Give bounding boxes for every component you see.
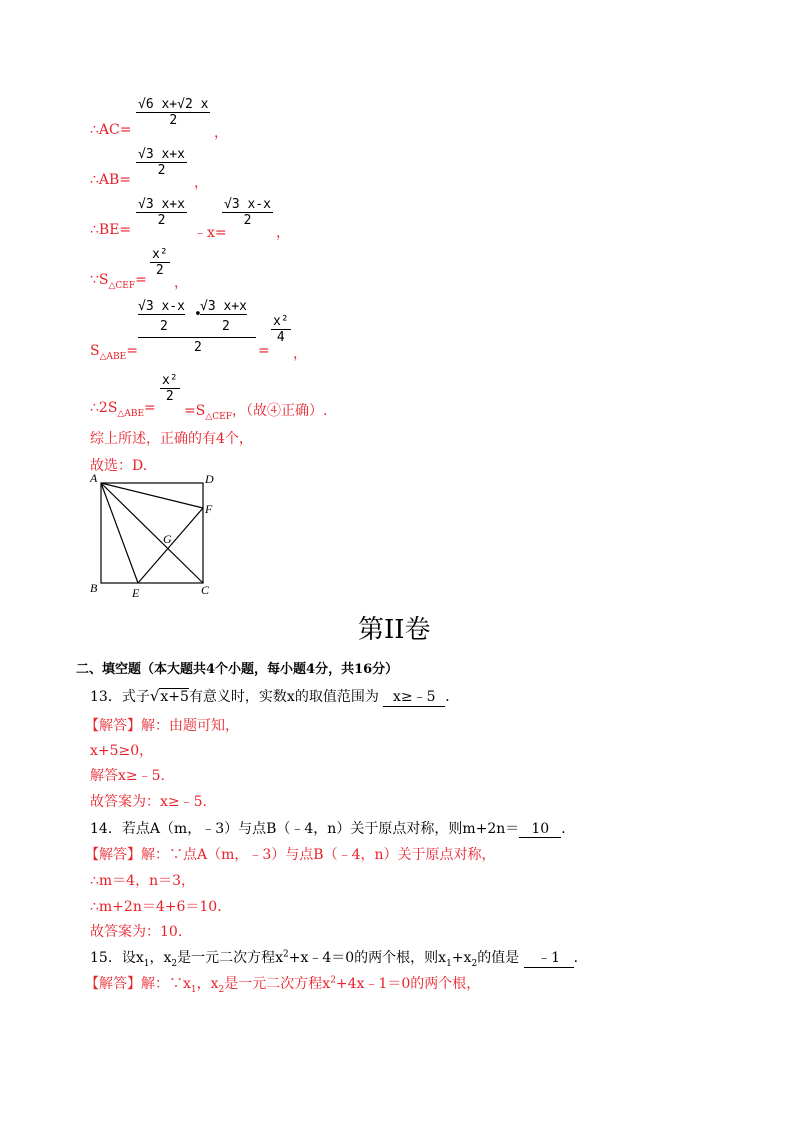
- q13-pre: 13．式子: [90, 689, 150, 705]
- q15-end: ．: [573, 950, 588, 966]
- q15-e: +x: [451, 950, 472, 966]
- q14-answer: 10: [519, 821, 561, 838]
- sabe-outer-den: 2: [194, 340, 202, 355]
- q15-s-sub-1: 1: [190, 984, 197, 995]
- q15-sub-2b: 2: [471, 958, 478, 969]
- q14-question: [90, 818, 575, 838]
- segment-ac: [101, 483, 203, 583]
- ac-label: ∴AC=: [90, 122, 132, 138]
- sabe-dot: •: [194, 307, 202, 322]
- q15-f: 的值是: [477, 950, 520, 966]
- sabe-label: [90, 343, 138, 362]
- scef-s: ∵S: [90, 272, 109, 288]
- ab-denominator: 2: [157, 163, 166, 178]
- sabe-numerator: x²: [273, 314, 289, 329]
- sabe-eq: =: [126, 343, 138, 359]
- scef-eq: =: [135, 272, 147, 288]
- q15-a: 15．设x: [90, 950, 144, 966]
- q13-answer: x≥﹣5: [383, 686, 445, 707]
- label-e: E: [132, 586, 140, 600]
- q13-line-1: x+5≥0，: [90, 743, 154, 759]
- sabe-inner-2-den: 2: [222, 319, 230, 334]
- q13-question: [90, 686, 459, 707]
- q15-sup: 2: [283, 949, 289, 960]
- label-a: A: [90, 471, 98, 485]
- scef-denominator: 2: [155, 263, 164, 278]
- be-numerator-1: √3 x+x: [138, 197, 185, 212]
- q14-text: 14．若点A（m，﹣3）与点B（﹣4，n）关于原点对称，则m+2n＝: [90, 821, 520, 837]
- q15-s-sup: 2: [330, 975, 336, 986]
- q15-sub-2: 2: [171, 958, 178, 969]
- sabe-inner-1-num: √3 x-x: [138, 299, 185, 314]
- segment-af: [101, 483, 203, 508]
- sabe-tail: ，: [293, 346, 307, 362]
- ab-label: ∴AB=: [90, 172, 132, 188]
- be-fraction-2: [222, 197, 273, 228]
- label-f: F: [205, 502, 213, 516]
- sabe-fraction: [271, 314, 291, 345]
- two-s: ∴2S: [90, 400, 118, 416]
- two-sub-2: △CEF: [205, 411, 232, 422]
- sabe-s: S: [90, 343, 100, 359]
- scef-tail: ，: [174, 275, 188, 291]
- scef-sub: △CEF: [108, 280, 136, 291]
- q14-end: ．: [561, 821, 576, 837]
- scef-fraction: [150, 247, 170, 278]
- q15-s-b: ，x: [196, 976, 219, 992]
- q15-d: +x﹣4＝0的两个根，则x: [288, 950, 447, 966]
- be-denominator-1: 2: [157, 213, 166, 228]
- sabe-eq2: =: [258, 343, 270, 359]
- square-figure: [86, 470, 226, 600]
- ac-fraction: [136, 97, 210, 128]
- two-numerator: x²: [162, 373, 178, 388]
- q14-final: 故答案为：10.: [90, 924, 183, 940]
- two-tail: ，（故④正确）.: [231, 403, 328, 419]
- q15-c: 是一元二次方程x: [177, 950, 283, 966]
- label-d: D: [205, 472, 214, 486]
- two-label: [90, 400, 156, 419]
- be-label: ∴BE=: [90, 222, 132, 238]
- be-tail: ，: [276, 225, 290, 241]
- q13-end: ．: [445, 689, 460, 705]
- ab-numerator: √3 x+x: [138, 147, 185, 162]
- sabe-inner-2-num: √3 x+x: [200, 299, 247, 314]
- two-denominator: 2: [165, 389, 174, 404]
- q15-s-sub-2: 2: [218, 984, 225, 995]
- summary-line: 综上所述，正确的有4个，: [90, 431, 253, 447]
- q13-radicand: x+5: [160, 689, 189, 705]
- be-mid: ﹣x=: [193, 225, 227, 241]
- q15-question: [90, 947, 588, 969]
- be-fraction-1: [136, 197, 187, 228]
- sabe-inner-1-den: 2: [160, 319, 168, 334]
- q15-b: ，x: [149, 950, 172, 966]
- sabe-sub: △ABE: [99, 351, 127, 362]
- scef-label: [90, 272, 147, 291]
- label-g: G: [163, 532, 172, 546]
- ab-tail: ，: [194, 175, 208, 191]
- ac-numerator: √6 x+√2 x: [138, 97, 209, 112]
- q15-solution: [85, 973, 480, 995]
- q15-s-d: +4x﹣1＝0的两个根，: [335, 976, 481, 992]
- q14-line-2: ∴m+2n＝4+6＝10.: [90, 899, 222, 915]
- q15-sub-1b: 1: [446, 958, 452, 969]
- ac-tail: ，: [214, 125, 228, 141]
- sabe-denominator: 4: [276, 330, 285, 345]
- sabe-inner-2: [200, 299, 247, 315]
- two-sub-1: △ABE: [117, 408, 145, 419]
- q13-final: 故答案为：x≥﹣5.: [90, 794, 207, 810]
- q15-answer: ﹣1: [524, 947, 574, 968]
- q14-sol-label: 【解答】解：∵点A（m，﹣3）与点B（﹣4，n）关于原点对称，: [85, 847, 496, 863]
- two-eq2: =S: [184, 403, 206, 419]
- q13-post: 有意义时，实数x的取值范围为: [188, 689, 379, 705]
- choice-line: 故选：D.: [90, 458, 148, 474]
- be-denominator-2: 2: [243, 213, 252, 228]
- two-rhs: [184, 400, 327, 422]
- section-header: 二、填空题（本大题共4个小题，每小题4分，共16分）: [76, 662, 399, 677]
- ab-fraction: [136, 147, 187, 178]
- scef-numerator: x²: [152, 247, 168, 262]
- q13-sol-label: 【解答】解：由题可知，: [85, 718, 239, 734]
- sabe-inner-1: [138, 299, 185, 315]
- two-eq: =: [144, 400, 156, 416]
- q15-s-c: 是一元二次方程x: [224, 976, 331, 992]
- section-title: 第II卷: [358, 615, 431, 645]
- two-fraction: [160, 373, 180, 404]
- q15-s-a: 【解答】解：∵x: [85, 976, 191, 992]
- segment-ae: [101, 483, 138, 583]
- sqrt-icon: √: [149, 687, 160, 705]
- be-numerator-2: √3 x-x: [224, 197, 271, 212]
- q15-sub-1: 1: [143, 958, 150, 969]
- ac-denominator: 2: [169, 113, 178, 128]
- q13-line-2: 解答x≥﹣5.: [90, 768, 165, 784]
- label-b: B: [90, 581, 98, 595]
- label-c: C: [201, 583, 210, 597]
- q14-line-1: ∴m＝4，n＝3，: [90, 873, 196, 889]
- sabe-outer-bar: [138, 337, 256, 338]
